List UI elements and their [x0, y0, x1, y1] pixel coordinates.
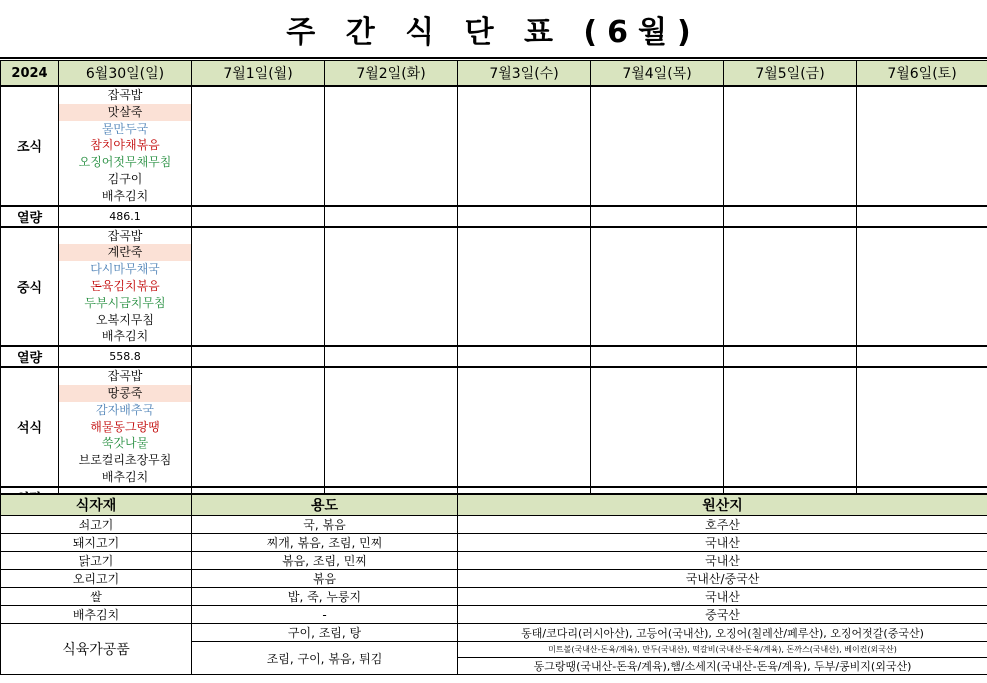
menu-item: 오복지무침: [96, 312, 154, 327]
menu-list: [59, 87, 191, 205]
ingredient-cell: 돼지고기: [1, 534, 192, 552]
origin-cell: 동그랑땡(국내산-돈육/계육),햄/소세지(국내산-돈육/계육), 두부/콩비지(외국산): [458, 658, 987, 675]
meal-row: [1, 367, 987, 487]
use-cell: -: [192, 606, 458, 624]
meal-label: 조식: [1, 86, 59, 206]
origin-cell: 동태/코다리(러시아산), 고등어(국내산), 오징어(칠레산/페루산), 오징어젓갈(중국산): [458, 624, 987, 642]
origin-row: [1, 552, 987, 570]
use-cell: 밥, 죽, 누룽지: [192, 588, 458, 606]
origin-header-row: [1, 494, 987, 516]
origin-cell: 국내산/중국산: [458, 570, 987, 588]
origin-header-use: 용도: [192, 494, 458, 516]
processed-item-cell: 식육가공품: [1, 624, 192, 675]
meal-label: 중식: [1, 227, 59, 347]
day-header: 7월2일(화): [325, 61, 458, 87]
meal-row: [1, 86, 987, 206]
menu-list: [59, 368, 191, 486]
use-cell: 조림, 구이, 볶음, 튀김: [192, 642, 458, 675]
calorie-cell-empty: [458, 206, 591, 227]
menu-cell-empty: [724, 367, 857, 487]
menu-cell-empty: [325, 86, 458, 206]
menu-cell-empty: [724, 86, 857, 206]
menu-item: 브로컬리초장무침: [78, 453, 172, 468]
calorie-value: 486.1: [59, 206, 192, 227]
calorie-cell-empty: [857, 206, 987, 227]
calorie-cell-empty: [857, 346, 987, 367]
calorie-cell-empty: [724, 206, 857, 227]
ingredient-cell: 배추김치: [1, 606, 192, 624]
day-header: 6월30일(일): [59, 61, 192, 87]
calorie-row: [1, 346, 987, 367]
calorie-cell-empty: [591, 206, 724, 227]
menu-cell-empty: [857, 227, 987, 347]
menu-item: 땅콩죽: [59, 385, 191, 402]
calorie-label: 열량: [1, 346, 59, 367]
menu-item: 배추김치: [101, 469, 149, 484]
meal-label: 석식: [1, 367, 59, 487]
menu-item: 잡곡밥: [107, 228, 143, 243]
menu-cell: [59, 227, 192, 347]
calorie-row: [1, 206, 987, 227]
menu-cell-empty: [192, 86, 325, 206]
menu-item: 물만두국: [101, 121, 149, 136]
origin-row: [1, 534, 987, 552]
use-cell: 볶음, 조림, 민찌: [192, 552, 458, 570]
menu-item: 계란죽: [59, 244, 191, 261]
ingredient-cell: 쌀: [1, 588, 192, 606]
menu-cell-empty: [458, 367, 591, 487]
origin-row: [1, 570, 987, 588]
calorie-cell-empty: [325, 346, 458, 367]
calorie-value: 558.8: [59, 346, 192, 367]
origin-row: [1, 588, 987, 606]
calorie-cell-empty: [192, 206, 325, 227]
menu-cell-empty: [857, 367, 987, 487]
origin-table: [0, 493, 987, 675]
ingredient-cell: 오리고기: [1, 570, 192, 588]
menu-item: 쑥갓나물: [101, 436, 149, 451]
origin-cell: 국내산: [458, 552, 987, 570]
menu-item: 참치야채볶음: [90, 138, 160, 153]
menu-cell-empty: [458, 86, 591, 206]
menu-cell: [59, 367, 192, 487]
use-cell: 볶음: [192, 570, 458, 588]
menu-item: 해물동그랑땡: [90, 419, 160, 434]
use-cell: 국, 볶음: [192, 516, 458, 534]
menu-item: 김구이: [107, 171, 143, 186]
origin-cell: 미트볼(국내산-돈육/계육), 만두(국내산), 떡갈비(국내산-돈육/계육), 돈까스(국내산), 베이컨(외국산): [458, 642, 987, 658]
day-header: 7월6일(토): [857, 61, 987, 87]
origin-header-origin: 원산지: [458, 494, 987, 516]
calorie-cell-empty: [591, 346, 724, 367]
day-header: 7월3일(수): [458, 61, 591, 87]
origin-cell: 국내산: [458, 534, 987, 552]
origin-row: [1, 516, 987, 534]
menu-item: 배추김치: [101, 329, 149, 344]
calorie-label: 열량: [1, 206, 59, 227]
origin-cell: 중국산: [458, 606, 987, 624]
day-header: 7월1일(월): [192, 61, 325, 87]
menu-item: 감자배추국: [96, 402, 154, 417]
meal-row: [1, 227, 987, 347]
menu-cell-empty: [857, 86, 987, 206]
menu-cell-empty: [325, 367, 458, 487]
menu-cell-empty: [458, 227, 591, 347]
calorie-cell-empty: [192, 346, 325, 367]
menu-item: 맛살죽: [59, 104, 191, 121]
origin-header-item: 식자재: [1, 494, 192, 516]
menu-list: [59, 228, 191, 346]
use-cell: 구이, 조림, 탕: [192, 624, 458, 642]
menu-cell-empty: [724, 227, 857, 347]
menu-cell-empty: [192, 227, 325, 347]
menu-item: 잡곡밥: [107, 369, 143, 384]
day-header: 7월4일(목): [591, 61, 724, 87]
calorie-cell-empty: [458, 346, 591, 367]
origin-cell: 호주산: [458, 516, 987, 534]
day-header: 7월5일(금): [724, 61, 857, 87]
weekly-menu-table: [0, 60, 987, 509]
menu-item: 돈육김치볶음: [90, 278, 160, 293]
calorie-cell-empty: [724, 346, 857, 367]
ingredient-cell: 쇠고기: [1, 516, 192, 534]
origin-row: [1, 606, 987, 624]
menu-item: 두부시금치무침: [84, 295, 166, 310]
menu-cell: [59, 86, 192, 206]
year-cell: 2024: [1, 61, 59, 87]
menu-cell-empty: [325, 227, 458, 347]
menu-item: 오징어젓무채무침: [78, 155, 172, 170]
menu-item: 다시마무채국: [90, 262, 160, 277]
menu-cell-empty: [591, 367, 724, 487]
menu-item: 잡곡밥: [107, 88, 143, 102]
processed-row: [1, 624, 987, 642]
menu-cell-empty: [192, 367, 325, 487]
menu-item: 배추김치: [101, 188, 149, 203]
calorie-cell-empty: [325, 206, 458, 227]
origin-cell: 국내산: [458, 588, 987, 606]
use-cell: 찌개, 볶음, 조림, 민찌: [192, 534, 458, 552]
menu-cell-empty: [591, 86, 724, 206]
menu-cell-empty: [591, 227, 724, 347]
ingredient-cell: 닭고기: [1, 552, 192, 570]
day-header-row: [1, 61, 987, 87]
page-title: 주 간 식 단 표 (6월): [0, 0, 987, 59]
